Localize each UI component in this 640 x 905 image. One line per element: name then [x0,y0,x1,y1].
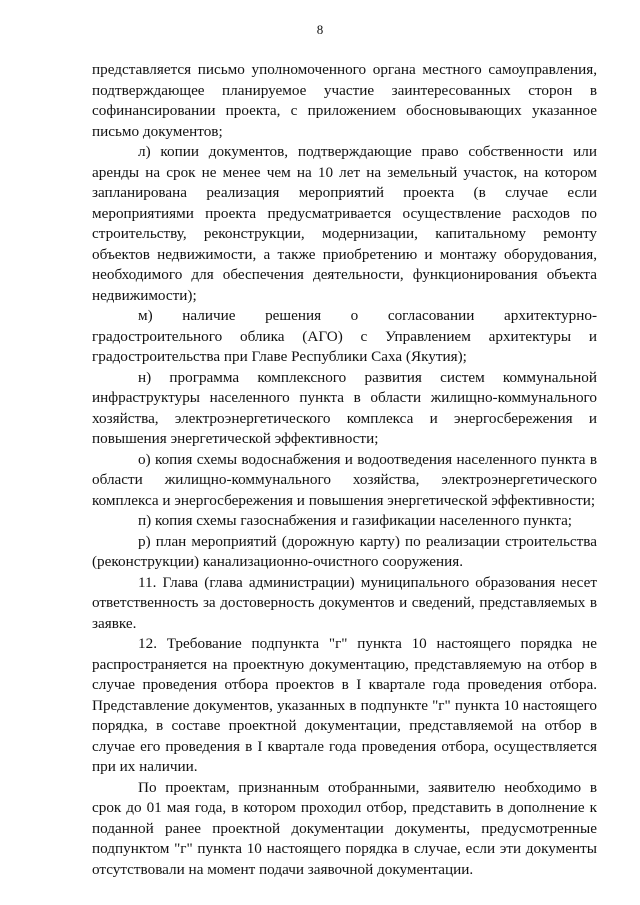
document-body [92,60,597,880]
paragraph-item-o: о) копия схемы водоснабжения и водоотведения населенного пункта в области жилищно-коммунального хозяйства, электроэнергетического комплекса и энергосбережения и повышения энергетической эффективности; [92,450,597,509]
paragraph-item-p: п) копия схемы газоснабжения и газификации населенного пункта; [138,512,573,529]
paragraph-item-m: м) наличие решения о согласовании архитектурно-градостроительного облика (АГО) с Управлением архитектуры и градостроительства при Главе Республики Саха (Якутия); [92,307,597,365]
paragraph-section-12: 12. Требование подпункта "г" пункта 10 настоящего порядка не распространяется на проектную документацию, представляемую на отбор в случае проведения отбора проектов в I квартале года проведения отбора. Представление документов, указанных в подпункте "г" пункта 10 настоящего порядка, в составе проектной документации, представляемой на отбор в случае его проведения в I квартале года проведения отбора, осуществляется при их наличии. [92,635,597,775]
paragraph-item-l: л) копии документов, подтверждающие право собственности или аренды на срок не менее чем на 10 лет на земельный участок, на котором запланирована реализация мероприятий проекта (в случае если мероприятиями проекта предусматривается осуществление расходов по строительству, реконструкции, модернизации, капитальному ремонту объектов недвижимости, а также приобретению и монтажу оборудования, необходимого для обеспечения деятельности, функционирования объекта недвижимости); [92,143,597,304]
paragraph-continuation: представляется письмо уполномоченного органа местного самоуправления, подтверждающее планируемое участие заинтересованных сторон в софинансировании проекта, с приложением обосновывающих указанное письмо документов; [92,61,597,140]
paragraph-item-r: р) план мероприятий (дорожную карту) по реализации строительства (реконструкции) канализационно-очистного сооружения. [92,532,597,570]
paragraph-section-11: 11. Глава (глава администрации) муниципального образования несет ответственность за достоверность документов и сведений, представляемых в заявке. [92,573,597,632]
paragraph-item-n: н) программа комплексного развития систем коммунальной инфраструктуры населенного пункта в области жилищно-коммунального хозяйства, электроэнергетического комплекса и энергосбережения и повышения энергетической эффективности; [92,368,597,447]
paragraph-section-12-continued: По проектам, признанным отобранными, заявителю необходимо в срок до 01 мая года, в котором проходил отбор, представить в дополнение к поданной ранее проектной документации документы, предусмотренные подпунктом "г" пункта 10 настоящего порядка в случае, если эти документы отсутствовали на момент подачи заявочной документации. [92,778,597,878]
page-number: 8 [316,22,324,37]
